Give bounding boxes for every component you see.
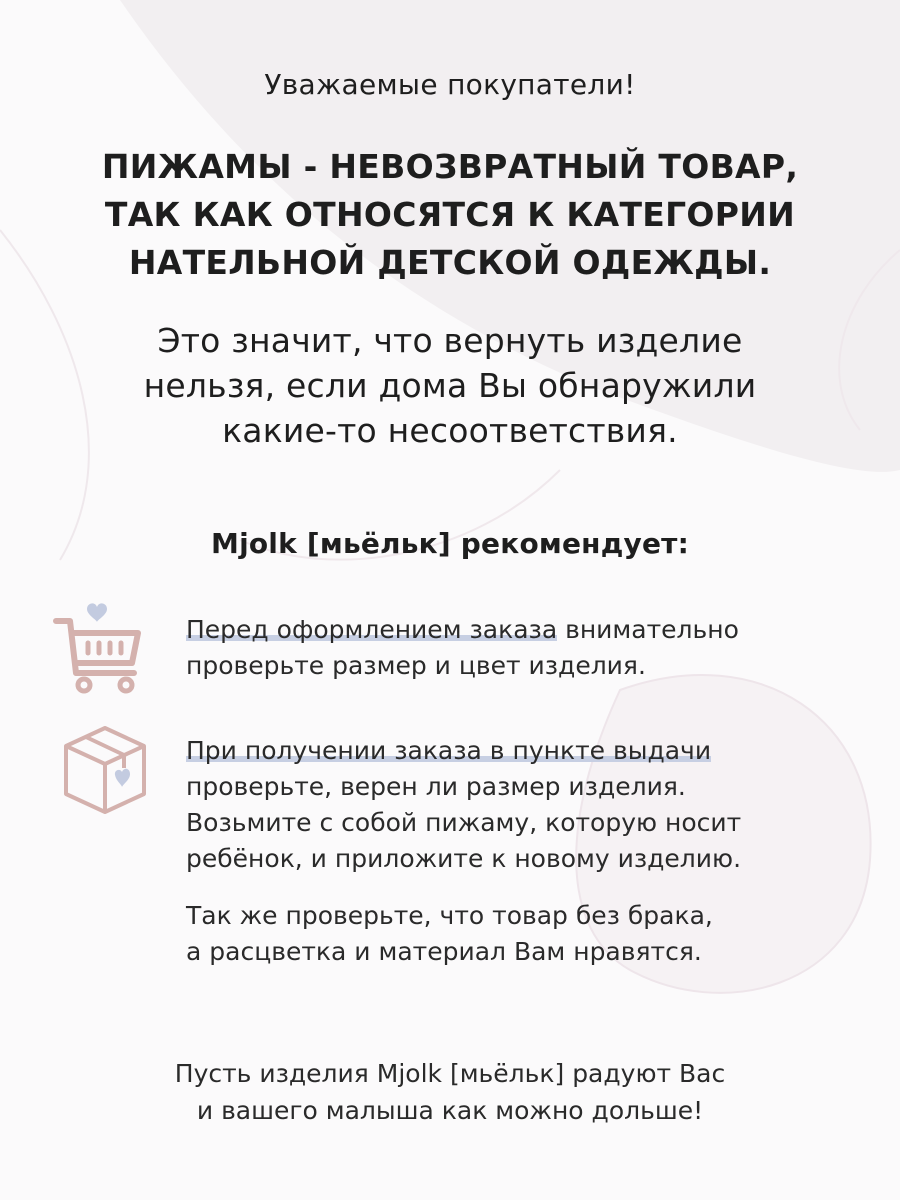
parcel-box-with-heart-icon: [60, 722, 150, 818]
shopping-cart-with-heart-icon: [52, 595, 144, 695]
closing-message: [0, 1055, 900, 1129]
explanation-line: нельзя, если дома Вы обнаружили: [143, 366, 757, 405]
closing-line: Пусть изделия Mjolk [мьёльк] радуют Вас: [174, 1059, 726, 1088]
explanation: [0, 318, 900, 453]
tip-line: [186, 612, 739, 648]
tip-highlight: Перед оформлением заказа: [186, 615, 558, 644]
greeting: Уважаемые покупатели!: [264, 68, 636, 101]
tip-line: проверьте, верен ли размер изделия.: [186, 772, 686, 801]
tip-line: Так же проверьте, что товар без брака,: [186, 901, 713, 930]
closing-line: и вашего малыша как можно дольше!: [196, 1096, 704, 1125]
tip-line: а расцветка и материал Вам нравятся.: [186, 937, 702, 966]
tip-check-quality: [186, 898, 713, 970]
non-returnable-warning: [0, 143, 900, 287]
tip-check-on-pickup: [186, 733, 741, 877]
recommend-heading: Mjolk [мьёльк] рекомендует:: [211, 527, 689, 560]
warning-line: ТАК КАК ОТНОСЯТСЯ К КАТЕГОРИИ: [104, 195, 796, 234]
explanation-line: Это значит, что вернуть изделие: [157, 321, 743, 360]
warning-line: НАТЕЛЬНОЙ ДЕТСКОЙ ОДЕЖДЫ.: [128, 243, 772, 282]
warning-line: ПИЖАМЫ - НЕВОЗВРАТНЫЙ ТОВАР,: [101, 147, 799, 186]
explanation-line: какие-то несоответствия.: [222, 411, 678, 450]
tip-line: ребёнок, и приложите к новому изделию.: [186, 844, 742, 873]
tip-line: проверьте размер и цвет изделия.: [186, 651, 646, 680]
tip-line: [186, 733, 741, 769]
tip-line: Возьмите с собой пижаму, которую носит: [186, 808, 742, 837]
tip-check-before-order: [186, 612, 739, 684]
tip-text: внимательно: [557, 615, 739, 644]
tip-highlight: При получении заказа в пункте выдачи: [186, 736, 712, 765]
